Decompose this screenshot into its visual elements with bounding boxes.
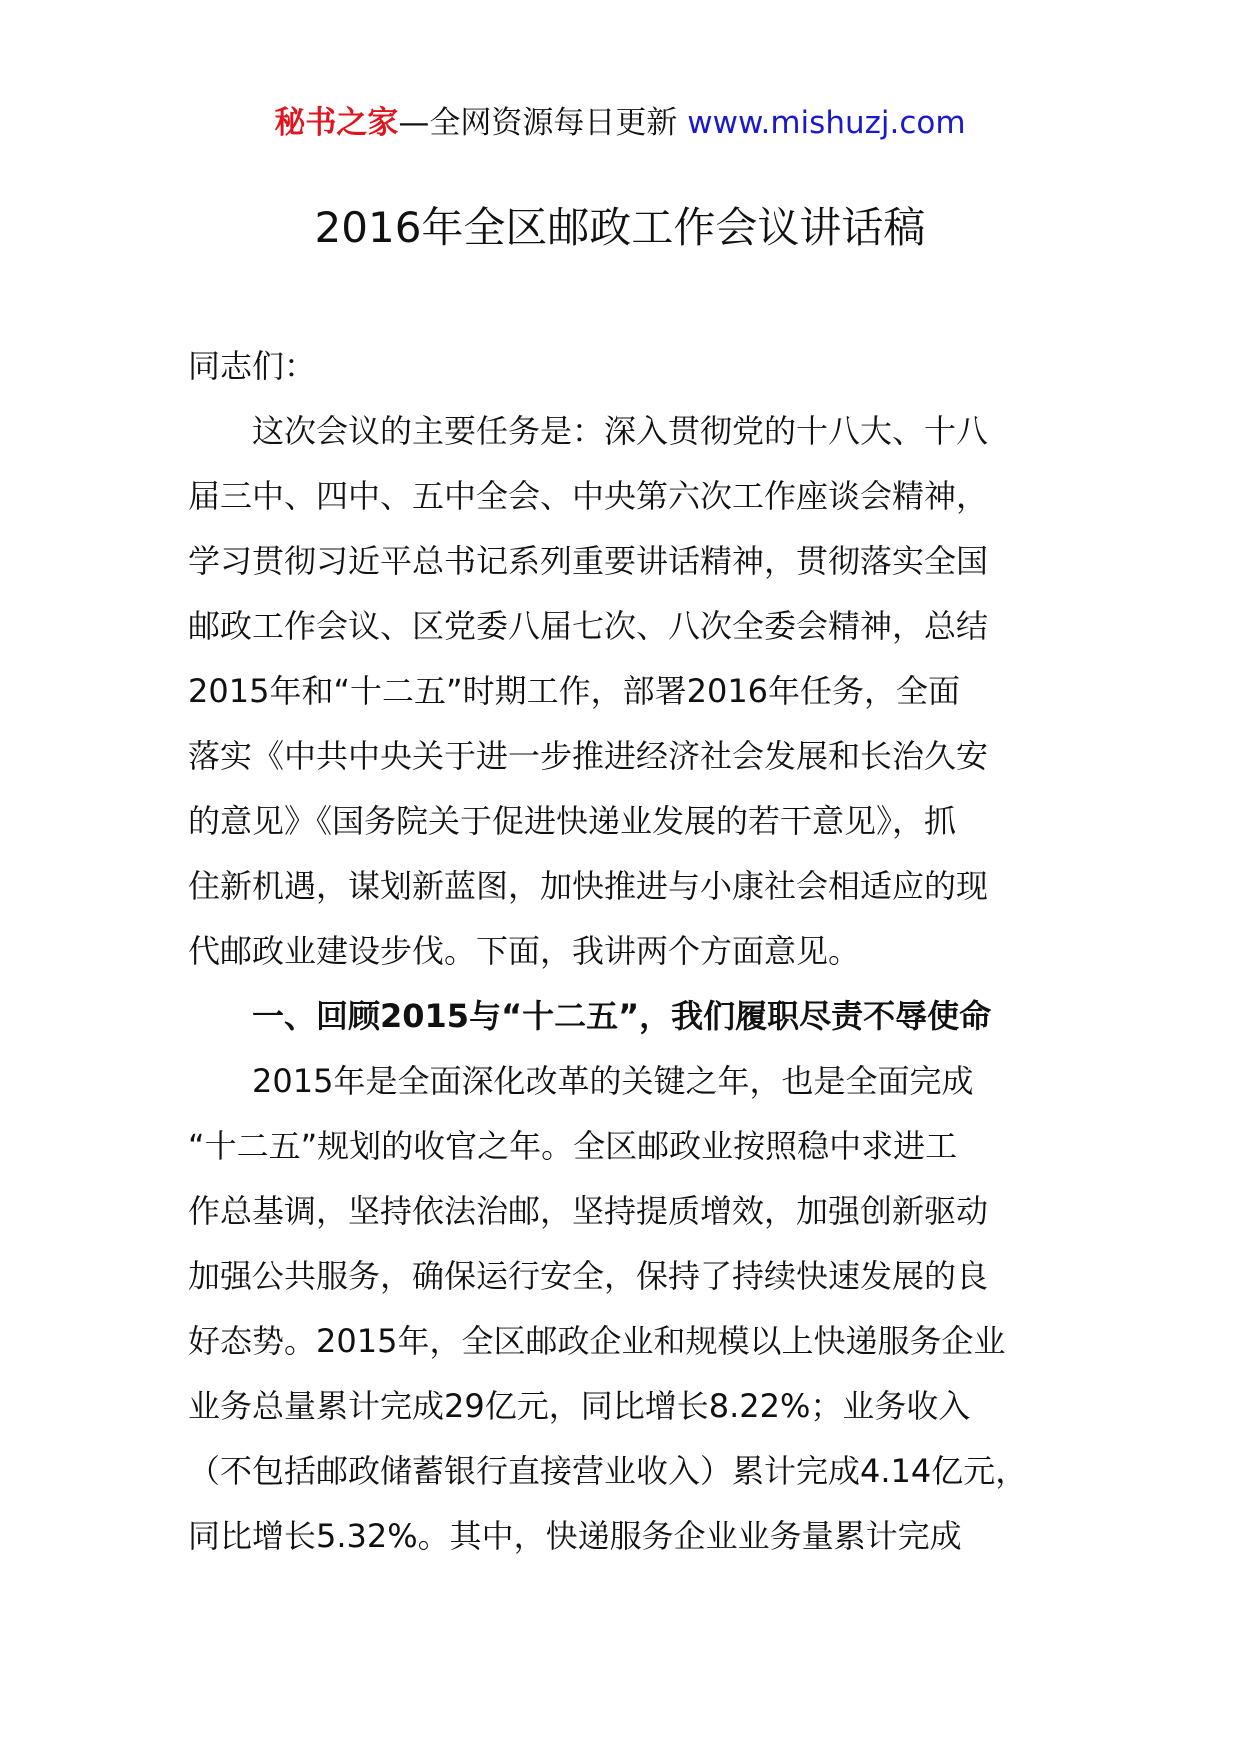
paragraph-line: 作总基调，坚持依法治邮，坚持提质增效，加强创新驱动 bbox=[188, 1192, 989, 1230]
salutation: 同志们： bbox=[188, 347, 317, 385]
site-brand: 秘书之家 bbox=[274, 105, 399, 141]
paragraph-line: 的意见》《国务院关于促进快递业发展的若干意见》，抓 bbox=[188, 802, 957, 840]
paragraph-line: 届三中、四中、五中全会、中央第六次工作座谈会精神， bbox=[188, 477, 989, 515]
site-header bbox=[0, 100, 1240, 146]
paragraph-line: 加强公共服务，确保运行安全，保持了持续快速发展的良 bbox=[188, 1257, 989, 1295]
paragraph-line: 好态势。2015年，全区邮政企业和规模以上快递服务企业 bbox=[188, 1322, 1006, 1360]
site-url-link[interactable]: www.mishuzj.com bbox=[687, 105, 966, 141]
paragraph-line: 邮政工作会议、区党委八届七次、八次全委会精神，总结 bbox=[188, 607, 989, 645]
paragraph-line: （不包括邮政储蓄银行直接营业收入）累计完成4.14亿元， bbox=[188, 1452, 1028, 1490]
paragraph-line: 2015年是全面深化改革的关键之年，也是全面完成 bbox=[252, 1062, 974, 1100]
paragraph-line: 代邮政业建设步伐。下面，我讲两个方面意见。 bbox=[188, 932, 861, 970]
paragraph-line: 学习贯彻习近平总书记系列重要讲话精神，贯彻落实全国 bbox=[188, 542, 989, 580]
document-title: 2016年全区邮政工作会议讲话稿 bbox=[314, 203, 926, 252]
paragraph-line: 同比增长5.32%。其中，快递服务企业业务量累计完成 bbox=[188, 1517, 962, 1555]
document-body bbox=[188, 334, 1068, 1569]
paragraph-line: 业务总量累计完成29亿元，同比增长8.22%；业务收入 bbox=[188, 1387, 971, 1425]
site-tagline: —全网资源每日更新 bbox=[398, 105, 678, 141]
paragraph-line: 住新机遇，谋划新蓝图，加快推进与小康社会相适应的现 bbox=[188, 867, 989, 905]
paragraph-line: 2015年和“十二五”时期工作，部署2016年任务，全面 bbox=[188, 672, 961, 710]
paragraph-line: “十二五”规划的收官之年。全区邮政业按照稳中求进工 bbox=[188, 1127, 958, 1165]
paragraph-line: 这次会议的主要任务是：深入贯彻党的十八大、十八 bbox=[252, 412, 989, 450]
section-heading: 一、回顾2015与“十二五”，我们履职尽责不辱使命 bbox=[252, 997, 992, 1035]
paragraph-line: 落实《中共中央关于进一步推进经济社会发展和长治久安 bbox=[188, 737, 989, 775]
